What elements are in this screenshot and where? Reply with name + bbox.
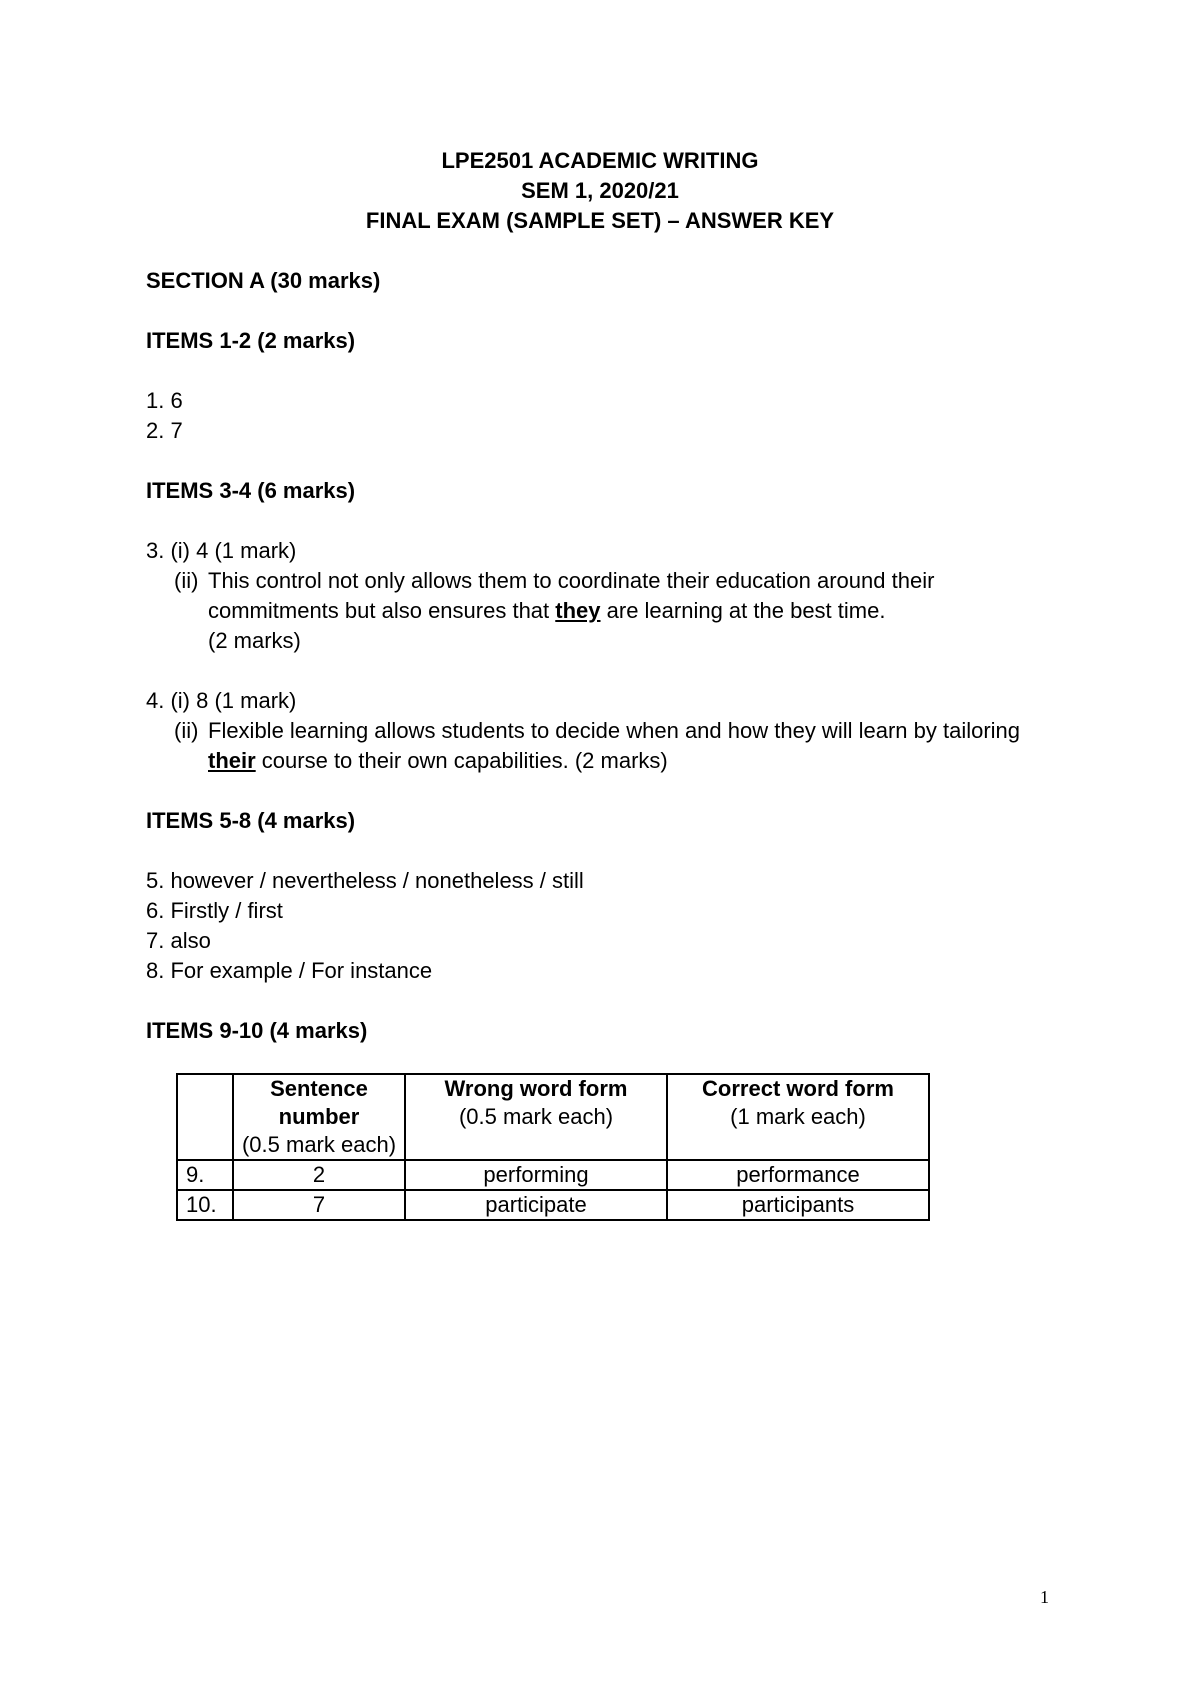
page-number: 1 [1040, 1587, 1049, 1607]
item-3-i-label: 3. (i) [146, 538, 190, 563]
section-a-heading: SECTION A (30 marks) [146, 268, 381, 293]
answer-item-1: 1. 6 [146, 388, 183, 413]
document-body [146, 266, 1046, 1046]
table-header-sentence [233, 1074, 405, 1160]
table-row [177, 1160, 929, 1190]
items-3-4-heading: ITEMS 3-4 (6 marks) [146, 478, 356, 503]
item-3-ii-marks: (2 marks) [208, 628, 301, 653]
semester-title: SEM 1, 2020/21 [521, 178, 679, 203]
row-sentence-number: 2 [233, 1160, 405, 1190]
word-form-table [176, 1073, 930, 1221]
answer-item-4-i [146, 686, 1046, 716]
sentence-header-title: Sentence number [270, 1076, 368, 1129]
items-9-10-heading: ITEMS 9-10 (4 marks) [146, 1018, 368, 1043]
item-3-ii-text: This control not only allows them to coordinate their education around their commitments but also ensures that [208, 568, 935, 623]
row-wrong-form: participate [405, 1190, 667, 1220]
answer-item-3-ii [146, 566, 1046, 626]
answer-item-3-i [146, 536, 1046, 566]
item-4-ii-emphasis: their [208, 748, 256, 773]
sentence-header-marks: (0.5 mark each) [241, 1132, 397, 1157]
item-4-ii-text: Flexible learning allows students to decide when and how they will learn by tailoring [208, 718, 1021, 743]
table-row [177, 1190, 929, 1220]
document-title [0, 146, 1200, 236]
item-3-ii-emphasis: they [555, 598, 601, 623]
item-4-ii-text-end: course to their own capabilities. (2 marks) [255, 748, 668, 773]
answer-item-8: 8. For example / For instance [146, 958, 433, 983]
table-header-correct [667, 1074, 929, 1160]
item-4-ii-label: (ii) [174, 718, 199, 743]
row-correct-form: participants [667, 1190, 929, 1220]
item-4-i-label: 4. (i) [146, 688, 190, 713]
row-correct-form: performance [667, 1160, 929, 1190]
table-header-wrong [405, 1074, 667, 1160]
wrong-header-marks: (0.5 mark each) [458, 1104, 614, 1129]
exam-title: FINAL EXAM (SAMPLE SET) – ANSWER KEY [365, 208, 835, 233]
table-header-row [177, 1074, 929, 1160]
course-title: LPE2501 ACADEMIC WRITING [441, 148, 759, 173]
row-wrong-form: performing [405, 1160, 667, 1190]
table-header-empty [177, 1074, 233, 1160]
wrong-header-title: Wrong word form [444, 1076, 628, 1101]
item-3-ii-label: (ii) [174, 568, 199, 593]
correct-header-marks: (1 mark each) [730, 1104, 866, 1129]
answer-item-4-ii [146, 716, 1046, 776]
answer-item-7: 7. also [146, 928, 211, 953]
items-5-8-heading: ITEMS 5-8 (4 marks) [146, 808, 356, 833]
item-3-ii-text-end: are learning at the best time. [600, 598, 886, 623]
row-item-number: 9. [177, 1160, 233, 1190]
answer-item-6: 6. Firstly / first [146, 898, 283, 923]
answer-item-5: 5. however / nevertheless / nonetheless / still [146, 868, 584, 893]
item-3-i-text: 4 (1 mark) [196, 538, 297, 563]
answer-item-2: 2. 7 [146, 418, 183, 443]
row-sentence-number: 7 [233, 1190, 405, 1220]
items-1-2-heading: ITEMS 1-2 (2 marks) [146, 328, 356, 353]
correct-header-title: Correct word form [702, 1076, 894, 1101]
item-4-i-text: 8 (1 mark) [196, 688, 297, 713]
row-item-number: 10. [177, 1190, 233, 1220]
